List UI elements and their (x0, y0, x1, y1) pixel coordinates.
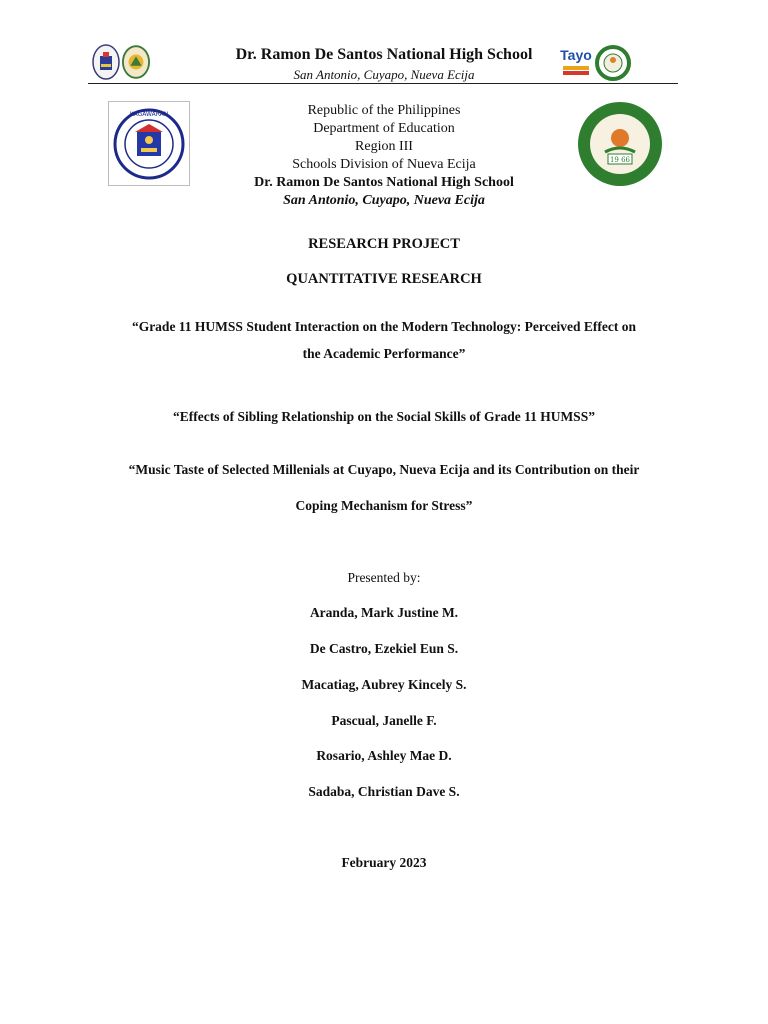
header-school-name: Dr. Ramon De Santos National High School (235, 46, 533, 63)
heading-quantitative-research: QUANTITATIVE RESEARCH (286, 271, 482, 287)
author-4: Pascual, Janelle F. (331, 713, 437, 728)
heading-research-project: RESEARCH PROJECT (308, 236, 460, 252)
header-location: San Antonio, Cuyapo, Nueva Ecija (293, 67, 475, 82)
school-seal-small-right (594, 45, 632, 86)
author-2: De Castro, Ezekiel Eun S. (309, 641, 459, 656)
letterhead-address: San Antonio, Cuyapo, Nueva Ecija (283, 193, 485, 208)
school-seal-icon (594, 45, 632, 81)
tayo-logo-text: Tayo (560, 47, 592, 63)
letterhead-region: Region III (355, 139, 413, 154)
seal-year-text: 19 66 (609, 156, 631, 164)
author-5: Rosario, Ashley Mae D. (316, 748, 452, 763)
letterhead-school: Dr. Ramon De Santos National High School (254, 175, 514, 190)
document-date: February 2023 (341, 855, 427, 870)
author-3: Macatiag, Aubrey Kincely S. (301, 677, 467, 692)
tayo-logo (560, 45, 592, 81)
header-divider (88, 83, 678, 84)
svg-text:KAGAWARAN: KAGAWARAN (129, 111, 169, 118)
letterhead-deped: Department of Education (313, 121, 455, 136)
letterhead-division: Schools Division of Nueva Ecija (292, 157, 476, 172)
title2: “Effects of Sibling Relationship on the Social Skills of Grade 11 HUMSS” (173, 409, 595, 424)
title1-line2: the Academic Performance” (302, 346, 466, 361)
title1-line1: “Grade 11 HUMSS Student Interaction on the Modern Technology: Perceived Effect on (131, 319, 637, 334)
author-1: Aranda, Mark Justine M. (309, 605, 459, 620)
author-6: Sadaba, Christian Dave S. (308, 784, 460, 799)
letterhead-republic: Republic of the Philippines (307, 103, 461, 118)
title3-line2: Coping Mechanism for Stress” (295, 498, 473, 513)
presented-by-label: Presented by: (347, 570, 421, 585)
title3-line1: “Music Taste of Selected Millenials at Cuyapo, Nueva Ecija and its Contribution on their (128, 462, 640, 477)
